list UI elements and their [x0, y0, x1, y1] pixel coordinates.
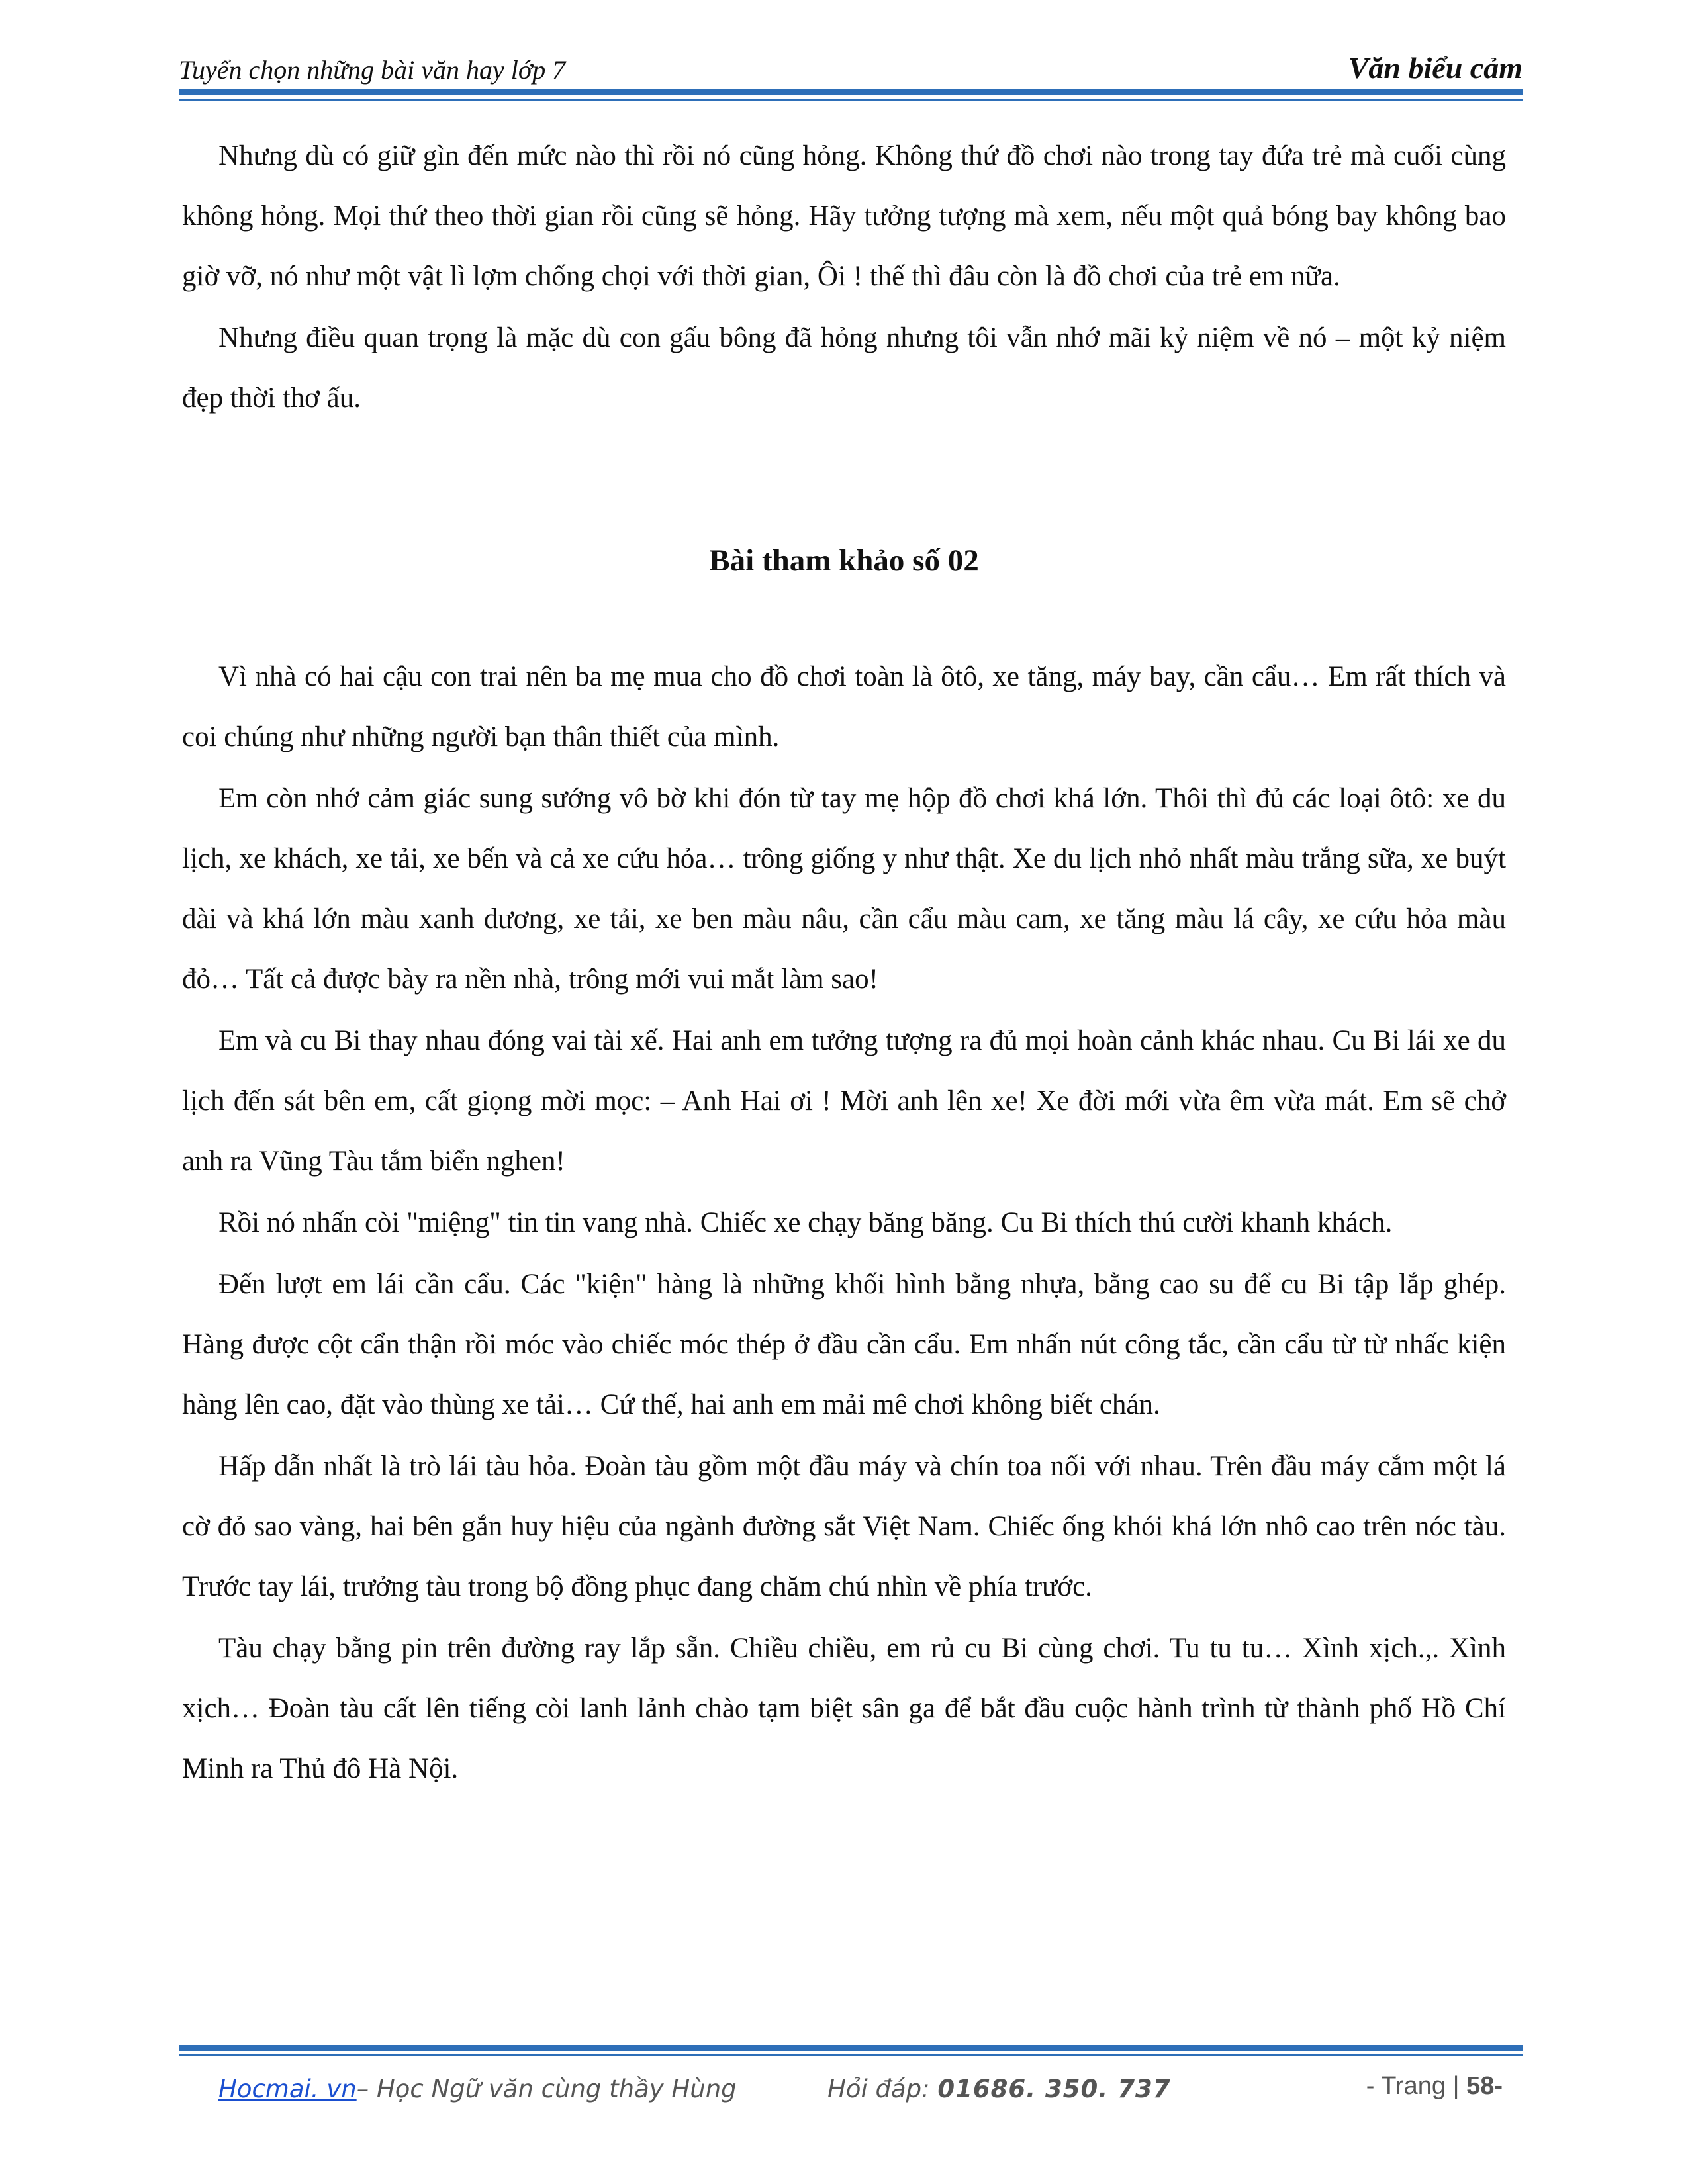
footer-rule-thick	[179, 2045, 1523, 2051]
paragraph: Em còn nhớ cảm giác sung sướng vô bờ khi đón từ tay mẹ hộp đồ chơi khá lớn. Thôi thì đủ các loại ôtô: xe du lịch, xe khách, xe tải, xe bến và cả xe cứu hỏa… trông giống y như thật. Xe du lịch nhỏ nhất màu trắng sữa, xe buýt dài và khá lớn màu xanh dương, xe tải, xe ben màu nâu, cần cẩu màu cam, xe tăng màu lá cây, xe cứu hỏa màu đỏ… Tất cả được bày ra nền nhà, trông mới vui mắt làm sao!	[182, 783, 1506, 995]
site-link[interactable]: Hocmai. vn	[218, 2075, 357, 2103]
contact-label: Hỏi đáp:	[827, 2075, 938, 2103]
paragraph: Hấp dẫn nhất là trò lái tàu hỏa. Đoàn tàu gồm một đầu máy và chín toa nối với nhau. Trên đầu máy cắm một lá cờ đỏ sao vàng, hai bên gắn huy hiệu của ngành đường sắt Việt Nam. Chiếc ống khói khá lớn nhô cao trên nóc tàu. Trước tay lái, trưởng tàu trong bộ đồng phục đang chăm chú nhìn về phía trước.	[182, 1451, 1506, 1602]
footer-credit	[218, 2075, 737, 2103]
paragraph: Rồi nó nhấn còi "miệng" tin tin vang nhà. Chiếc xe chạy băng băng. Cu Bi thích thú cười khanh khách.	[218, 1207, 1393, 1238]
paragraph: Nhưng dù có giữ gìn đến mức nào thì rồi nó cũng hỏng. Không thứ đồ chơi nào trong tay đứa trẻ mà cuối cùng không hỏng. Mọi thứ theo thời gian rồi cũng sẽ hỏng. Hãy tưởng tượng mà xem, nếu một quả bóng bay không bao giờ vỡ, nó như một vật lì lợm chống chọi với thời gian, Ôi ! thế thì đâu còn là đồ chơi của trẻ em nữa.	[182, 140, 1506, 292]
header-rule-thin	[179, 99, 1523, 101]
paragraph: Nhưng điều quan trọng là mặc dù con gấu bông đã hỏng nhưng tôi vẫn nhớ mãi kỷ niệm về nó – một kỷ niệm đẹp thời thơ ấu.	[182, 322, 1506, 414]
paragraph: Vì nhà có hai cậu con trai nên ba mẹ mua cho đồ chơi toàn là ôtô, xe tăng, máy bay, cần cẩu… Em rất thích và coi chúng như những người bạn thân thiết của mình.	[182, 661, 1506, 752]
page-prefix: - Trang |	[1366, 2072, 1467, 2100]
footer-tagline: – Học Ngữ văn cùng thầy Hùng	[356, 2075, 737, 2103]
section-heading: Bài tham khảo số 02	[709, 543, 979, 578]
footer-rule-thin	[179, 2054, 1523, 2056]
header-rule-thick	[179, 89, 1523, 95]
page-indicator	[1366, 2072, 1503, 2101]
paragraph: Đến lượt em lái cần cẩu. Các "kiện" hàng là những khối hình bằng nhựa, bằng cao su để cu Bi tập lắp ghép. Hàng được cột cẩn thận rồi móc vào chiếc móc thép ở đầu cần cẩu. Em nhấn nút công tắc, cần cẩu từ từ nhấc kiện hàng lên cao, đặt vào thùng xe tải… Cứ thế, hai anh em mải mê chơi không biết chán.	[182, 1269, 1506, 1420]
page-footer	[218, 2072, 1503, 2121]
book-title: Tuyển chọn những bài văn hay lớp 7	[179, 55, 566, 85]
page-number: 58	[1466, 2072, 1495, 2100]
paragraph: Em và cu Bi thay nhau đóng vai tài xế. Hai anh em tưởng tượng ra đủ mọi hoàn cảnh khác nhau. Cu Bi lái xe du lịch đến sát bên em, cất giọng mời mọc: – Anh Hai ơi ! Mời anh lên xe! Xe đời mới vừa êm vừa mát. Em sẽ chở anh ra Vũng Tàu tắm biển nghen!	[182, 1025, 1506, 1177]
contact-phone: 01686. 350. 737	[937, 2075, 1171, 2103]
page-suffix: -	[1494, 2072, 1503, 2100]
paragraph: Tàu chạy bằng pin trên đường ray lắp sẵn. Chiều chiều, em rủ cu Bi cùng chơi. Tu tu tu… Xình xịch.,. Xình xịch… Đoàn tàu cất lên tiếng còi lanh lảnh chào tạm biệt sân ga để bắt đầu cuộc hành trình từ thành phố Hồ Chí Minh ra Thủ đô Hà Nội.	[182, 1633, 1506, 1784]
footer-contact	[827, 2075, 1170, 2103]
section-label: Văn biểu cảm	[1348, 51, 1523, 85]
document-body	[182, 126, 1506, 1800]
